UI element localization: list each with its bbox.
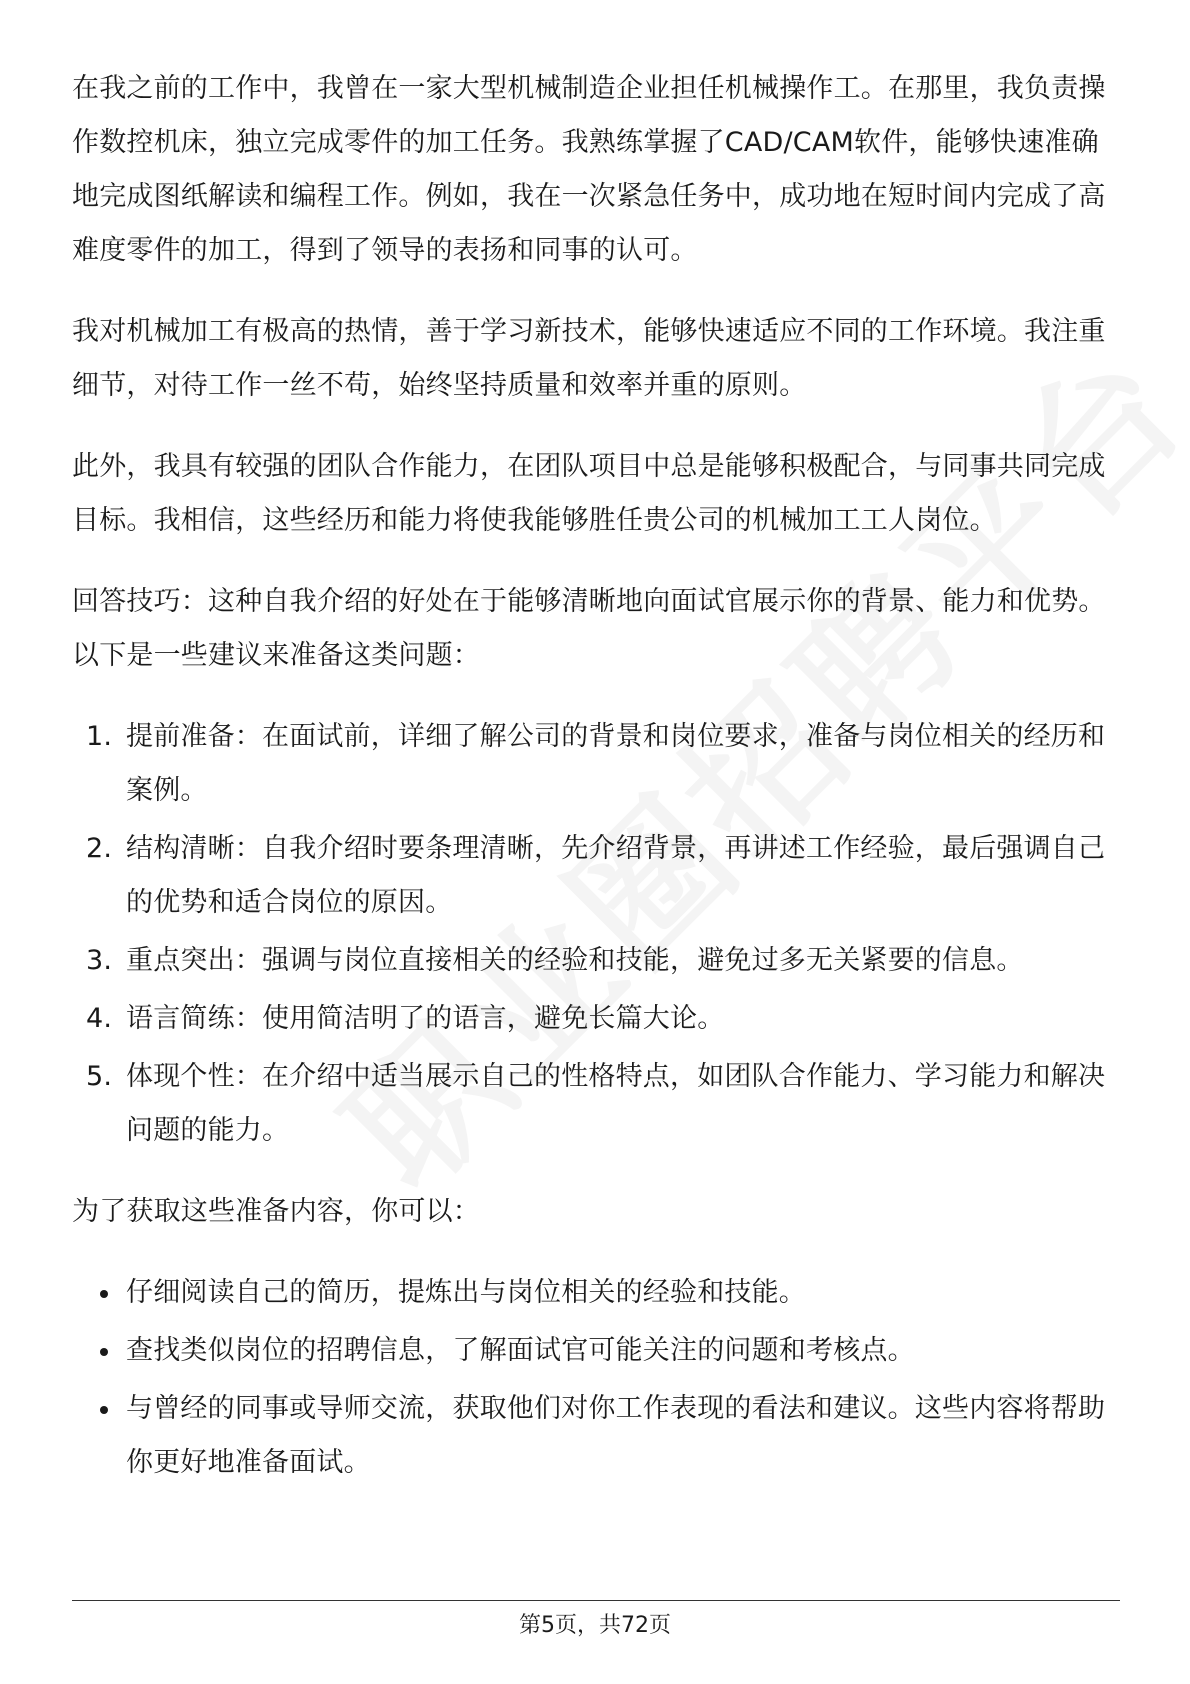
bullet-dot-icon [100, 1290, 108, 1298]
list-item-text: 提前准备：在面试前，详细了解公司的背景和岗位要求，准备与岗位相关的经历和案例。 [126, 721, 1106, 806]
page-number: 第5页，共72页 [519, 1613, 671, 1638]
tips-numbered-list [72, 710, 1120, 1158]
list-marker: 3. [86, 945, 113, 976]
bullet-item [72, 1324, 1120, 1378]
list-item-text: 重点突出：强调与岗位直接相关的经验和技能，避免过多无关紧要的信息。 [126, 945, 1024, 976]
list-item [72, 992, 1120, 1046]
paragraph-answer-tips: 回答技巧：这种自我介绍的好处在于能够清晰地向面试官展示你的背景、能力和优势。以下是一些建议来准备这类问题： [72, 586, 1106, 671]
paragraph-passion: 我对机械加工有极高的热情，善于学习新技术，能够快速适应不同的工作环境。我注重细节，对待工作一丝不苟，始终坚持质量和效率并重的原则。 [72, 316, 1106, 401]
list-item-text: 体现个性：在介绍中适当展示自己的性格特点，如团队合作能力、学习能力和解决问题的能力。 [126, 1061, 1106, 1146]
list-marker: 2. [86, 833, 113, 864]
bullet-item [72, 1382, 1120, 1490]
bullet-item-text: 查找类似岗位的招聘信息，了解面试官可能关注的问题和考核点。 [126, 1335, 915, 1366]
list-marker: 4. [86, 1003, 113, 1034]
list-marker: 5. [86, 1061, 113, 1092]
bullet-item-text: 与曾经的同事或导师交流，获取他们对你工作表现的看法和建议。这些内容将帮助你更好地准备面试。 [126, 1393, 1106, 1478]
list-marker: 1. [86, 721, 113, 752]
paragraph-experience: 在我之前的工作中，我曾在一家大型机械制造企业担任机械操作工。在那里，我负责操作数控机床，独立完成零件的加工任务。我熟练掌握了CAD/CAM软件，能够快速准确地完成图纸解读和编程工作。例如，我在一次紧急任务中，成功地在短时间内完成了高难度零件的加工，得到了领导的表扬和同事的认可。 [72, 73, 1106, 266]
list-item-text: 结构清晰：自我介绍时要条理清晰，先介绍背景，再讲述工作经验，最后强调自己的优势和适合岗位的原因。 [126, 833, 1106, 918]
paragraph-intro-line: 为了获取这些准备内容，你可以： [72, 1196, 480, 1227]
list-item [72, 710, 1120, 818]
list-item [72, 822, 1120, 930]
bullet-dot-icon [100, 1348, 108, 1356]
list-item-text: 语言简练：使用简洁明了的语言，避免长篇大论。 [126, 1003, 725, 1034]
list-item [72, 1050, 1120, 1158]
list-item [72, 934, 1120, 988]
preparation-bullet-list [72, 1266, 1120, 1490]
bullet-dot-icon [100, 1406, 108, 1414]
footer-divider [72, 1600, 1120, 1601]
paragraph-teamwork: 此外，我具有较强的团队合作能力，在团队项目中总是能够积极配合，与同事共同完成目标。我相信，这些经历和能力将使我能够胜任贵公司的机械加工工人岗位。 [72, 451, 1106, 536]
bullet-item-text: 仔细阅读自己的简历，提炼出与岗位相关的经验和技能。 [126, 1277, 806, 1308]
document-body [72, 62, 1120, 1494]
bullet-item [72, 1266, 1120, 1320]
